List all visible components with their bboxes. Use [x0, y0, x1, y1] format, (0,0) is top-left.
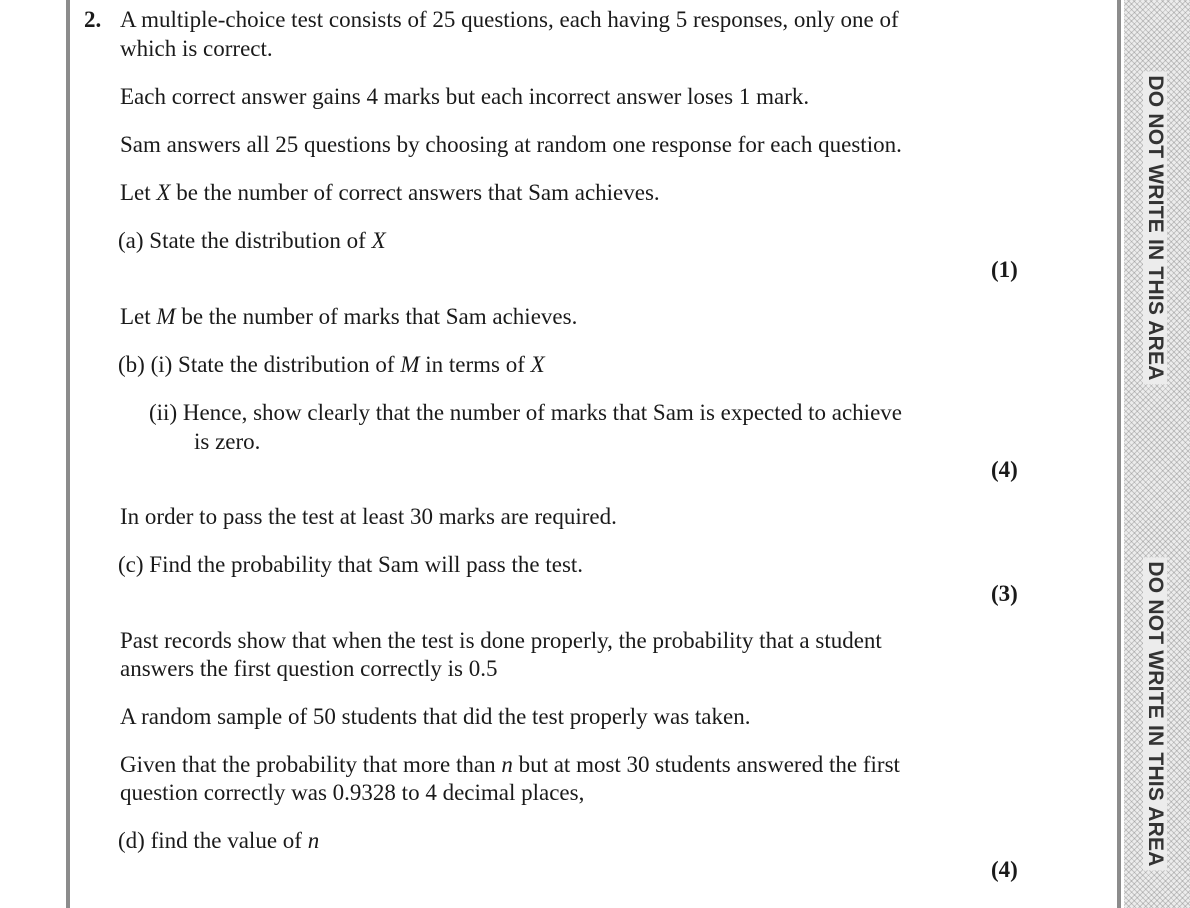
- pass-requirement: In order to pass the test at least 30 marks are required.: [120, 504, 617, 529]
- marks-part-c: (3): [991, 581, 1018, 606]
- define-x-post: be the number of correct answers that Sam achieves.: [170, 180, 660, 205]
- marks-part-a: (1): [991, 257, 1018, 282]
- past-records-line-2: answers the first question correctly is 0.5: [120, 656, 498, 681]
- given-line-1-pre: Given that the probability that more than: [120, 752, 502, 777]
- part-b-ii-line-2: is zero.: [194, 429, 261, 454]
- define-m-text: [120, 303, 577, 331]
- sam-answers-text: Sam answers all 25 questions by choosing at random one response for each question.: [120, 132, 902, 157]
- right-margin-rule: [1117, 0, 1121, 908]
- given-line-2: question correctly was 0.9328 to 4 decimal places,: [120, 780, 585, 805]
- scoring-rule: Each correct answer gains 4 marks but each incorrect answer loses 1 mark.: [120, 84, 810, 109]
- variable-x: X: [530, 352, 545, 377]
- past-records-line-1: Past records show that when the test is done properly, the probability that a student: [120, 628, 882, 653]
- part-b-i-question: [118, 351, 545, 379]
- variable-x: X: [371, 228, 386, 253]
- given-line-1-post: but at most 30 students answered the first: [512, 752, 900, 777]
- do-not-write-text-bottom: DO NOT WRITE IN THIS AREA: [1143, 557, 1167, 870]
- define-m-post: be the number of marks that Sam achieves.: [175, 304, 578, 329]
- define-m-pre: Let: [120, 304, 157, 329]
- define-x-pre: Let: [120, 180, 157, 205]
- part-a-text: (a) State the distribution of: [118, 228, 372, 253]
- part-b-ii-line-1: (ii) Hence, show clearly that the number of marks that Sam is expected to achieve: [149, 400, 902, 425]
- part-d-question: [118, 827, 319, 855]
- part-a-question: [118, 227, 386, 255]
- part-c-question: (c) Find the probability that Sam will pass the test.: [118, 552, 584, 577]
- variable-x: X: [156, 180, 171, 205]
- define-x-text: [120, 179, 660, 207]
- variable-n: n: [501, 752, 513, 777]
- variable-m: M: [156, 304, 176, 329]
- marks-part-b: (4): [991, 457, 1018, 482]
- random-sample-text: A random sample of 50 students that did the test properly was taken.: [120, 704, 751, 729]
- intro-line-1: A multiple-choice test consists of 25 questions, each having 5 responses, only one of: [120, 7, 899, 32]
- left-margin-rule: [66, 0, 70, 908]
- intro-line-2: which is correct.: [120, 36, 273, 61]
- variable-n: n: [307, 828, 320, 853]
- marks-part-d: (4): [991, 857, 1018, 882]
- part-b-i-text: (b) (i) State the distribution of: [118, 352, 401, 377]
- given-line-1: [120, 751, 900, 779]
- question-number: 2.: [84, 7, 102, 32]
- part-d-text: (d) find the value of: [118, 828, 308, 853]
- variable-m: M: [400, 352, 420, 377]
- part-b-i-mid: in terms of: [419, 352, 531, 377]
- do-not-write-text-top: DO NOT WRITE IN THIS AREA: [1143, 71, 1167, 384]
